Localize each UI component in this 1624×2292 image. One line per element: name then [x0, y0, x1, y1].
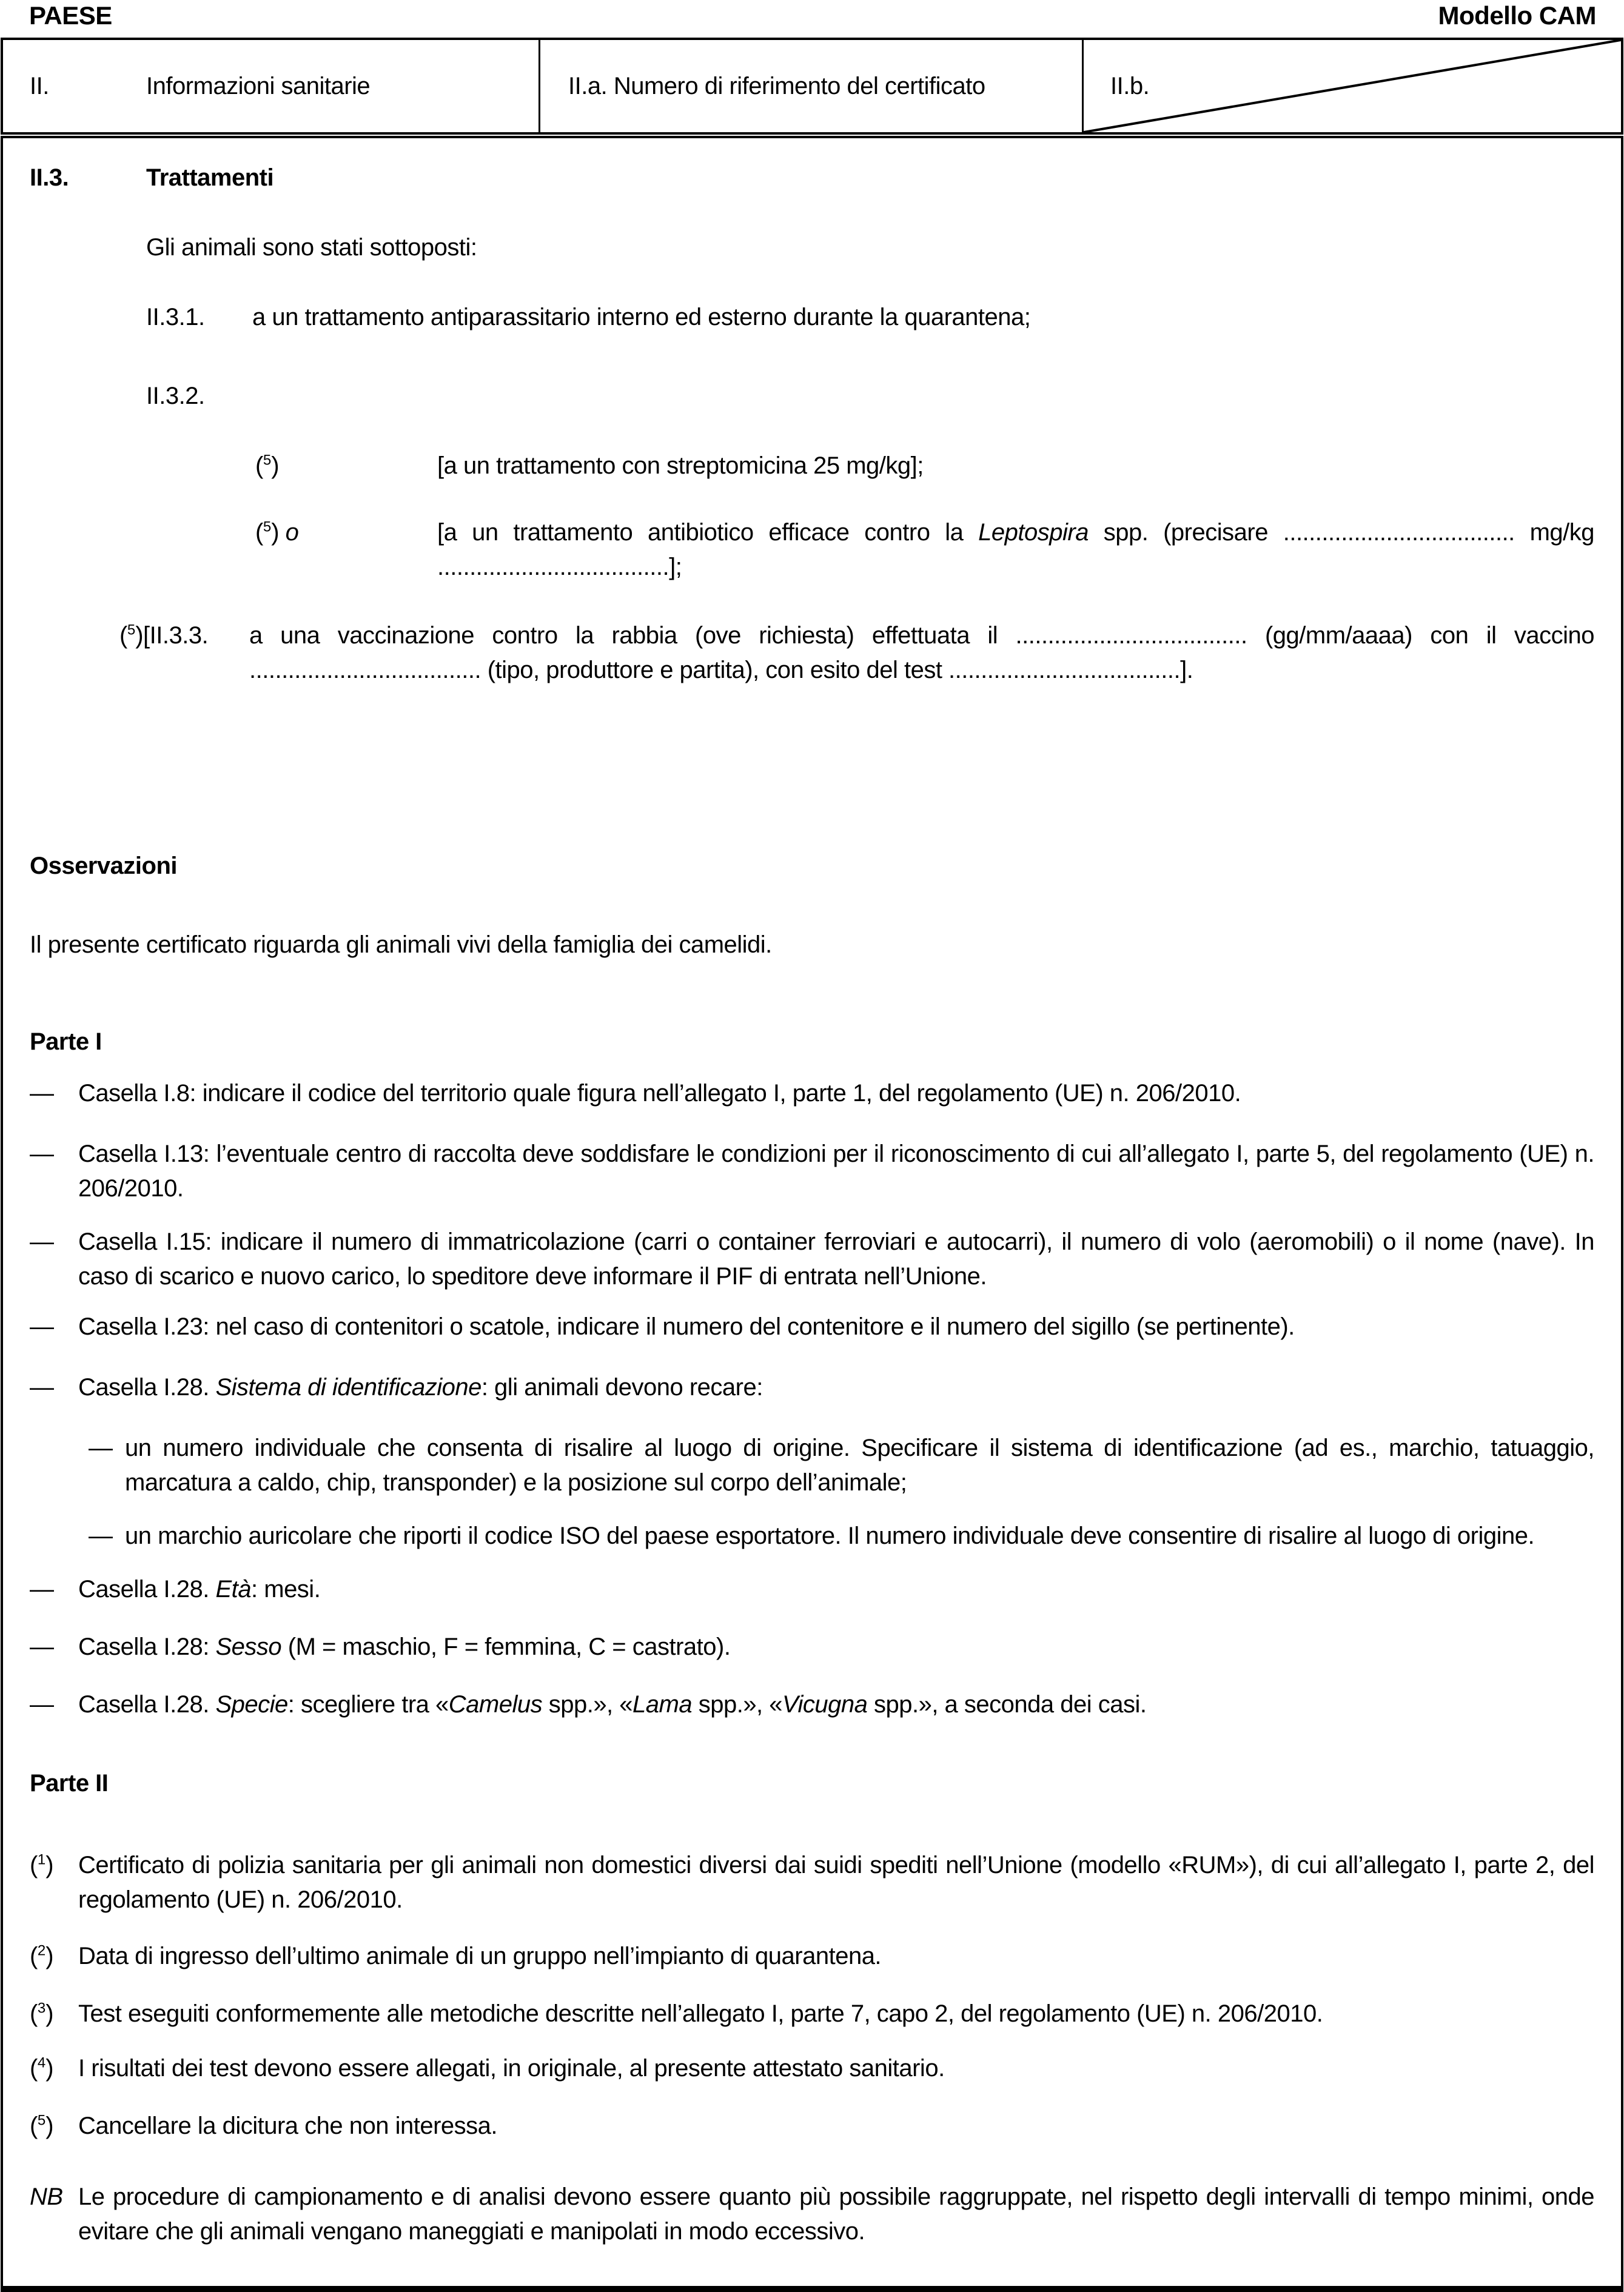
dash-bullet: — — [30, 1141, 54, 1167]
dash-bullet: — — [89, 1435, 113, 1461]
certificate-ref-label: II.a. Numero di riferimento del certificato — [568, 72, 985, 99]
note-casella-i28-sesso: — Casella I.28: Sesso (M = maschio, F = femmina, C = castrato). — [30, 1630, 1594, 1664]
footnote-2: ($^2$) Data di ingresso dell’ultimo animale di un gruppo nell’impianto di quarantena. — [30, 1939, 1594, 1974]
item-II32-number: II.3.2. — [146, 383, 205, 409]
option-antibiotic-marker: ($^5$) o — [255, 518, 299, 546]
dash-bullet: — — [89, 1523, 113, 1549]
dash-bullet: — — [30, 1080, 54, 1107]
country-label: PAESE — [29, 1, 112, 30]
item-II32 — [146, 379, 1594, 414]
header-cell-certificate-ref — [540, 40, 1084, 132]
part1-heading: Parte I — [30, 1028, 102, 1055]
note-casella-i15: — Casella I.15: indicare il numero di immatricolazione (carri o container ferroviari e autocarri), il numero di volo (aeromobili) o il nome (nave). In caso di scarico e nuovo carico, lo speditore deve informare il PIF di entrata nell’Unione. — [30, 1225, 1594, 1294]
dash-bullet: — — [30, 1228, 54, 1255]
section-II3-heading — [30, 161, 1594, 195]
footnote-1: ($^1$) Certificato di polizia sanitaria per gli animali non domestici diversi dai suidi spediti nell’Unione (modello «RUM»), di cui all’allegato I, parte 2, del regolamento (UE) n. 206/2010. — [30, 1848, 1594, 1917]
header-cell-health-info — [3, 40, 540, 132]
model-label: Modello CAM — [1438, 1, 1596, 30]
iib-label: II.b. — [1110, 72, 1150, 99]
part2-heading: Parte II — [30, 1770, 109, 1797]
note-casella-i28-identification: — Casella I.28. Sistema di identificazione: gli animali devono recare: — [30, 1370, 1594, 1405]
page-header — [29, 1, 1596, 35]
section-II3-number: II.3. — [30, 164, 69, 191]
item-II33-vaccination — [119, 618, 1594, 688]
diagonal-strike-line — [1084, 40, 1621, 132]
item-II31-number: II.3.1. — [146, 304, 205, 330]
note-i28-sub-ear-tag: — un marchio auricolare che riporti il codice ISO del paese esportatore. Il numero individuale deve consentire di risalire al luogo di origine. — [89, 1519, 1594, 1553]
option-streptomycin-marker: ($^5$) — [255, 452, 280, 479]
item-II31-text: a un trattamento antiparassitario interno ed esterno durante la quarantena; — [252, 304, 1031, 330]
dash-bullet: — — [30, 1634, 54, 1660]
dash-bullet: — — [30, 1576, 54, 1603]
footnote-2-marker: ($^2$) — [30, 1942, 54, 1969]
nb-note: NB Le procedure di campionamento e di analisi devono essere quanto più possibile raggruppate, nel rispetto degli intervalli di tempo minimi, onde evitare che gli animali vengano maneggiati e manipolati in modo eccessivo. — [30, 2180, 1594, 2249]
nb-marker: NB — [30, 2183, 63, 2210]
dash-bullet: — — [30, 1691, 54, 1718]
note-casella-i28-eta: — Casella I.28. Età: mesi. — [30, 1572, 1594, 1607]
note-i28-sub-individual-number: — un numero individuale che consenta di risalire al luogo di origine. Specificare il sistema di identificazione (ad es., marchio, tatuaggio, marcatura a caldo, chip, transponder) e la posizione sul corpo dell’animale; — [89, 1431, 1594, 1500]
option-antibiotic — [255, 515, 1594, 585]
section-number: II. — [30, 72, 49, 99]
treatments-intro: Gli animali sono stati sottoposti: — [146, 234, 477, 261]
footnote-5: ($^5$) Cancellare la dicitura che non interessa. — [30, 2109, 1594, 2143]
note-casella-i13: — Casella I.13: l’eventuale centro di raccolta deve soddisfare le condizioni per il riconoscimento di cui all’allegato I, parte 5, del regolamento (UE) n. 206/2010. — [30, 1137, 1594, 1206]
footnote-3: ($^3$) Test eseguiti conformemente alle metodiche descritte nell’allegato I, parte 7, capo 2, del regolamento (UE) n. 206/2010. — [30, 1997, 1594, 2031]
footnote-1-marker: ($^1$) — [30, 1851, 54, 1878]
item-II33-text: a una vaccinazione contro la rabbia (ove richiesta) effettuata il .................................... (gg/mm/aaaa) con il vaccino .................................... (tipo, produttore e partita), con esito del test ....................................]. — [249, 622, 1594, 683]
note-casella-i23: — Casella I.23: nel caso di contenitori o scatole, indicare il numero del contenitore e il numero del sigillo (se pertinente). — [30, 1310, 1594, 1344]
footnote-4: ($^4$) I risultati dei test devono essere allegati, in originale, al presente attestato sanitario. — [30, 2051, 1594, 2086]
health-info-label: Informazioni sanitarie — [146, 72, 371, 99]
header-cell-iib — [1084, 40, 1621, 132]
footnote-3-marker: ($^3$) — [30, 2000, 54, 2027]
observations-text: Il presente certificato riguarda gli animali vivi della famiglia dei camelidi. — [30, 931, 772, 958]
footnote-5-marker: ($^5$) — [30, 2112, 54, 2139]
note-casella-i8: — Casella I.8: indicare il codice del territorio quale figura nell’allegato I, parte 1, del regolamento (UE) n. 206/2010. — [30, 1076, 1594, 1111]
dash-bullet: — — [30, 1374, 54, 1401]
option-antibiotic-text: [a un trattamento antibiotico efficace contro la Leptospira spp. (precisare .................................... mg/kg ....................................]; — [437, 519, 1594, 580]
certificate-header-table — [1, 38, 1623, 135]
footnote-4-marker: ($^4$) — [30, 2054, 54, 2082]
item-II33-marker: ($^5$)[II.3.3. — [119, 622, 209, 649]
option-streptomycin — [255, 449, 1594, 483]
item-II31 — [146, 300, 1594, 335]
certificate-body — [1, 136, 1623, 2292]
note-casella-i28-specie: — Casella I.28. Specie: scegliere tra «Camelus spp.», «Lama spp.», «Vicugna spp.», a seconda dei casi. — [30, 1687, 1594, 1722]
section-II3-title: Trattamenti — [146, 164, 274, 191]
option-streptomycin-text: [a un trattamento con streptomicina 25 mg/kg]; — [437, 452, 924, 479]
dash-bullet: — — [30, 1313, 54, 1340]
observations-heading: Osservazioni — [30, 853, 178, 879]
